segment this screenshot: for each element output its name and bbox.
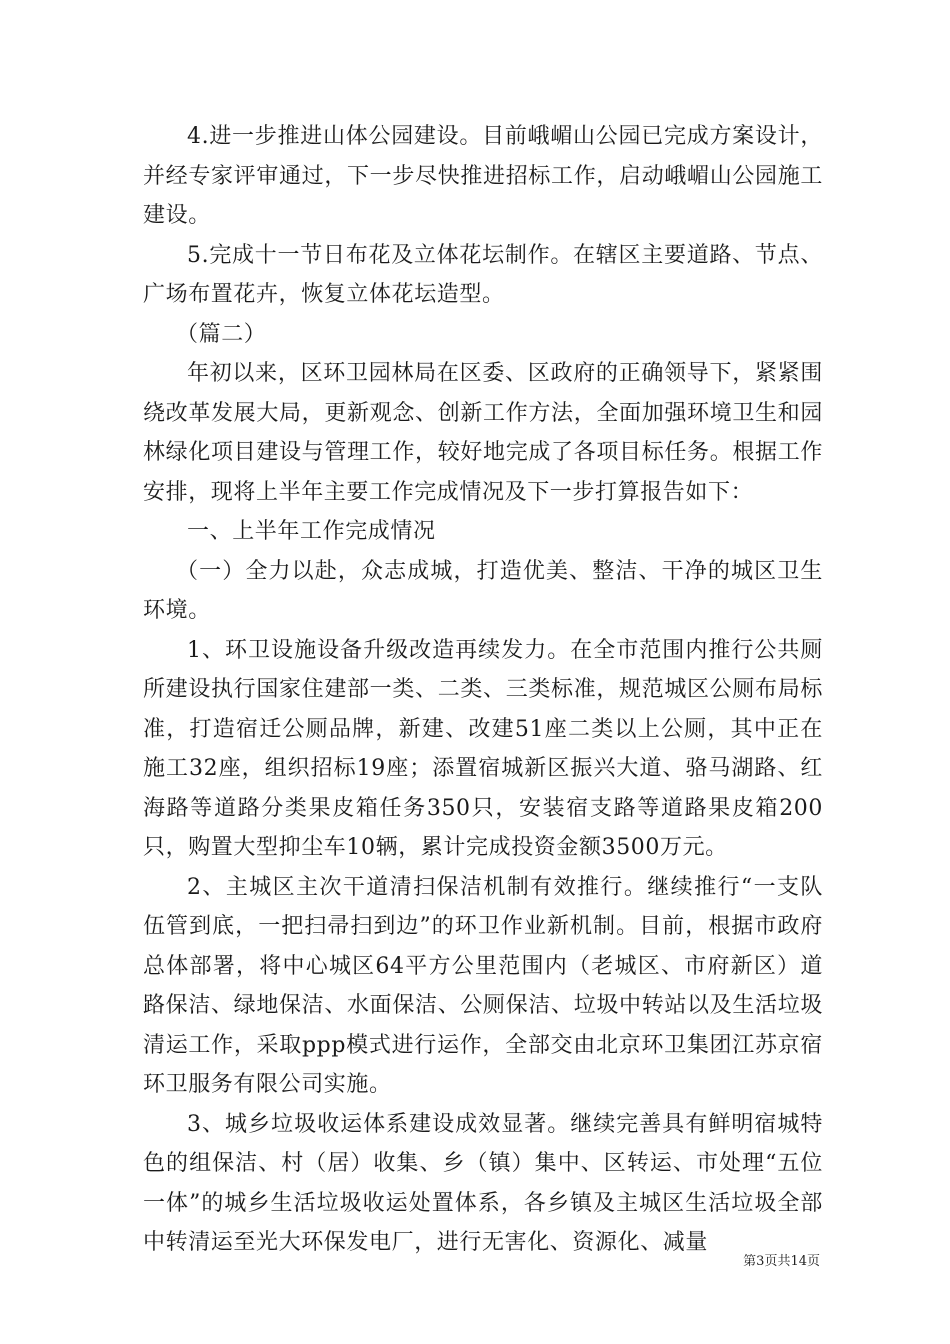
section-heading-part-two: （篇二） [176, 321, 267, 347]
paragraph-item-4: 4.进一步推进山体公园建设。目前峨嵋山公园已完成方案设计，并经专家评审通过，下一步尽快推进招标工作，启动峨嵋山公园施工建设。 [143, 124, 823, 228]
paragraph-intro: 年初以来，区环卫园林局在区委、区政府的正确领导下，紧紧围绕改革发展大局，更新观念、创新工作方法，全面加强环境卫生和园林绿化项目建设与管理工作，较好地完成了各项目标任务。根据工作安排，现将上半年主要工作完成情况及下一步打算报告如下： [143, 361, 823, 505]
page-number-footer: 第3页共14页 [743, 1254, 820, 1269]
paragraph-waste-collection: 3、城乡垃圾收运体系建设成效显著。继续完善具有鲜明宿城特色的组保洁、村（居）收集、乡（镇）集中、区转运、市处理“五位一体”的城乡生活垃圾收运处置体系，各乡镇及主城区生活垃圾全部中转清运至光大环保发电厂，进行无害化、资源化、减量 [143, 1111, 823, 1255]
heading-first-half-summary: 一、上半年工作完成情况 [187, 519, 436, 544]
document-body [143, 117, 823, 1263]
paragraph-facilities-upgrade: 1、环卫设施设备升级改造再续发力。在全市范围内推行公共厕所建设执行国家住建部一类、二类、三类标准，规范城区公厕布局标准，打造宿迁公厕品牌，新建、改建51座二类以上公厕，其中正在施工32座，组织招标19座；添置宿城新区振兴大道、骆马湖路、红海路等道路分类果皮箱任务350只，安装宿支路等道路果皮箱200只，购置大型抑尘车10辆，累计完成投资金额3500万元。 [143, 637, 823, 860]
paragraph-item-5: 5.完成十一节日布花及立体花坛制作。在辖区主要道路、节点、广场布置花卉，恢复立体花坛造型。 [143, 242, 823, 307]
paragraph-cleaning-mechanism: 2、主城区主次干道清扫保洁机制有效推行。继续推行“一支队伍管到底，一把扫帚扫到边”的环卫作业新机制。目前，根据市政府总体部署，将中心城区64平方公里范围内（老城区、市府新区）道路保洁、绿地保洁、水面保洁、公厕保洁、垃圾中转站以及生活垃圾清运工作，采取ppp模式进行运作，全部交由北京环卫集团江苏京宿环卫服务有限公司实施。 [143, 874, 823, 1097]
subheading-sanitation-environment: （一）全力以赴，众志成城，打造优美、整洁、干净的城区卫生环境。 [143, 558, 823, 623]
